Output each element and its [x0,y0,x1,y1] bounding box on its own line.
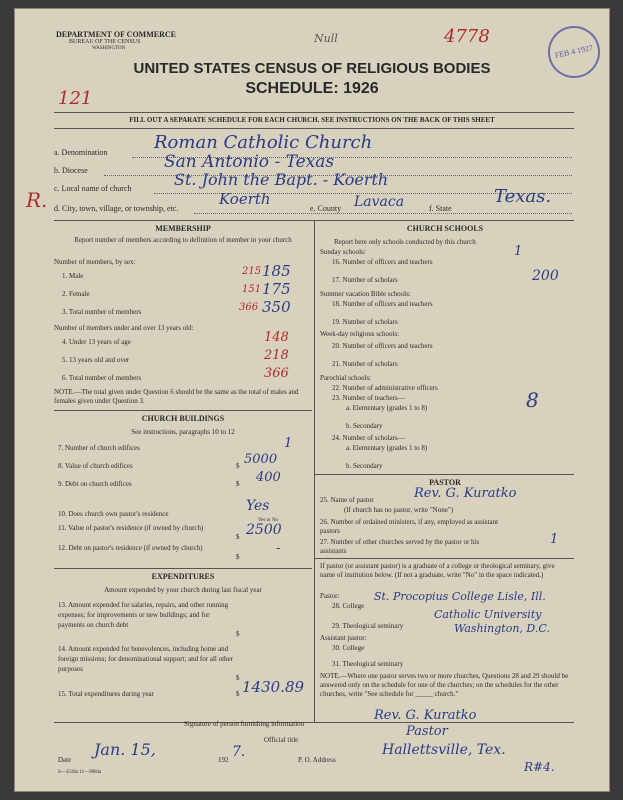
q23a-value: 8 [526,388,539,412]
q19-label: 19. Number of scholars [332,318,398,326]
q7-label: 7. Number of church edifices [58,444,140,452]
q9-dollar: $ [236,480,240,488]
q4-value: 148 [264,330,289,345]
q30-label: 30. College [332,644,365,652]
schools-heading: CHURCH SCHOOLS [406,224,484,233]
instruction-text: FILL OUT A SEPARATE SCHEDULE FOR EACH CHURCH. SEE INSTRUCTIONS ON THE BACK OF THIS SHEET [129,116,495,124]
city-value: Koerth [219,190,271,208]
q2-old: 151 [242,284,262,295]
membership-note: NOTE.—The total given under Question 6 should be the same as the total of males and females given under Question 3. [54,388,299,405]
membership-intro: Report number of members according to definition of member in your church [74,236,292,244]
diocese-value: San Antonio - Texas [164,152,335,172]
signature-value: Rev. G. Kuratko [374,708,477,723]
q11-value: 2500 [246,522,282,538]
q11-dollar: $ [236,533,240,541]
q1-label: 1. Male [62,272,84,280]
q13-dollar: $ [236,630,240,638]
q9-label: 9. Debt on church edifices [58,480,132,488]
q28-value: St. Procopius College Lisle, Ill. [374,590,546,603]
q8-dollar: $ [236,462,240,470]
buildings-sub: See instructions, paragraphs 10 to 12 [131,428,235,436]
expenditures-heading: EXPENDITURES [151,572,215,581]
q28-label: 28. College [332,602,365,610]
q8-label: 8. Value of church edifices [58,462,133,470]
q15-dollar: $ [236,690,240,698]
q2-value: 175 [262,280,291,298]
q16-value: 1 [514,244,523,259]
q12-dollar: $ [236,553,240,561]
membership-heading: MEMBERSHIP [155,224,211,233]
q24b-label: b. Secondary [346,462,383,470]
dept-label: DEPARTMENT OF COMMERCE [56,30,177,39]
q6-label: 6. Total number of members [62,374,142,382]
q1-value: 185 [262,262,291,280]
official-title-value: Pastor [406,724,448,739]
denomination-label: a. Denomination [54,148,108,157]
parochial-label: Parochial schools: [320,374,372,382]
date-label: Date [58,756,72,764]
q9-value: 400 [256,470,281,485]
q1-old: 215 [242,266,262,277]
q2-label: 2. Female [62,290,90,298]
signature-label: Signature of person furnishing information [184,720,305,728]
po-address-label: P. O. Address [298,756,336,764]
form-title: UNITED STATES CENSUS OF RELIGIOUS BODIES [133,60,491,77]
by-sex-label: Number of members, by sex: [54,258,136,266]
form-schedule: SCHEDULE: 1926 [245,80,379,97]
q23b-label: b. Secondary [346,422,383,430]
state-value: Texas. [494,186,552,207]
age-label: Number of members under and over 13 years old: [54,324,194,332]
official-title-label: Official title [264,736,299,744]
q23-label: 23. Number of teachers— [332,394,405,402]
pastor-heading: PASTOR [429,478,461,487]
county-value: Lavaca [354,194,405,210]
q29-value-2: Washington, D.C. [454,622,550,635]
denomination-value: Roman Catholic Church [154,132,373,153]
q23a-label: a. Elementary (grades 1 to 8) [346,404,428,412]
note-top: Null [314,32,338,45]
city-label: WASHINGTON [92,46,126,51]
q29-value: Catholic University [434,608,542,621]
margin-number: 121 [58,88,93,109]
received-stamp: FEB 4 1927 [543,21,605,83]
po-address-value: Hallettsville, Tex. [382,742,506,758]
q12-label: 12. Debt on pastor's residence (if owned by church) [58,544,203,552]
q24-label: 24. Number of scholars— [332,434,405,442]
q4-label: 4. Under 13 years of age [62,338,131,346]
local-name-label: c. Local name of church [54,184,132,193]
q25-value: Rev. G. Kuratko [414,486,517,501]
schools-intro: Report here only schools conducted by this church [334,238,476,246]
q10-value: Yes [246,498,270,514]
q15-label: 15. Total expenditures during year [58,690,154,698]
q8-value: 5000 [244,452,278,467]
q16-label: 16. Number of officers and teachers [332,258,433,266]
city-label-field: d. City, town, village, or township, etc. [54,204,179,213]
form-number: S—3518a 11—9084a [58,770,102,775]
q14-label: 14. Amount expended for benevolences, including home and foreign missions; for denominational support; and for all other purposes [58,645,233,673]
county-label: e. County [310,204,342,213]
q17-label: 17. Number of scholars [332,276,398,284]
state-label: f. State [429,204,452,213]
q7-value: 1 [284,436,293,451]
q14-dollar: $ [236,674,240,682]
bureau-label: BUREAU OF THE CENSUS [69,39,141,45]
q12-value: - [276,541,281,556]
q3-value: 350 [262,298,291,316]
q11-label: 11. Value of pastor's residence (if owned by church) [58,524,204,532]
q3-label: 3. Total number of members [62,308,142,316]
margin-r: R. [26,188,48,212]
q5-label: 5. 13 years old and over [62,356,130,364]
q29-label: 29. Theological seminary [332,622,404,630]
sunday-label: Sunday schools: [320,248,366,256]
summer-label: Summer vacation Bible schools: [320,290,411,298]
q27-value: 1 [550,532,559,547]
q27-label: 27. Number of other churches served by the pastor or his assistants [320,538,480,555]
yes-no-hint: Yes or No [258,518,279,523]
q10-label: 10. Does church own pastor's residence [58,510,169,518]
q18-label: 18. Number of officers and teachers [332,300,433,308]
q22-label: 22. Number of administrative officers [332,384,438,392]
q17-value: 200 [532,268,559,284]
graduate-note: If pastor (or assistant pastor) is a graduate of a college or theological seminary, give name of institution below. (If not a graduate, write "No" in the space indicated.) [320,562,555,579]
q25-label: 25. Name of pastor [320,496,374,504]
q21-label: 21. Number of scholars [332,360,398,368]
q6-value: 366 [264,366,289,381]
q3-old: 366 [239,302,259,313]
expenditures-sub: Amount expended by your church during last fiscal year [104,586,262,594]
census-schedule-sheet [14,8,610,792]
diocese-label: b. Diocese [54,166,88,175]
q26-label: 26. Number of ordained ministers, if any, employed as assistant pastors [320,518,499,535]
buildings-heading: CHURCH BUILDINGS [141,414,225,423]
weekday-label: Week-day religious schools: [320,330,400,338]
q5-value: 218 [264,348,289,363]
q25-note: (If church has no pastor, write "None") [344,506,454,514]
q20-label: 20. Number of officers and teachers [332,342,433,350]
q13-label: 13. Amount expended for salaries, repairs, and other running expenses; for improvements or new buildings; and for payments on church debt [58,601,229,629]
assistant-subheading: Assistant pastor: [320,634,367,642]
local-name-value: St. John the Bapt. - Koerth [174,170,389,189]
po-address-value-2: R#4. [524,760,555,774]
year-prefix: 192 [218,756,229,764]
date-value: Jan. 15, [94,740,156,759]
pastor-subheading: Pastor: [320,592,340,600]
q24a-label: a. Elementary (grades 1 to 8) [346,444,428,452]
year-value: 7. [232,744,246,760]
q31-label: 31. Theological seminary [332,660,404,668]
q15-value: 1430.89 [242,678,305,696]
pastor-note: NOTE.—Where one pastor serves two or more churches, Questions 28 and 29 should be answered only on the schedule for one of the churches; on the schedules for the other churches, write "See schedule for _____ church." [320,672,569,698]
schedule-number: 4778 [444,26,490,47]
